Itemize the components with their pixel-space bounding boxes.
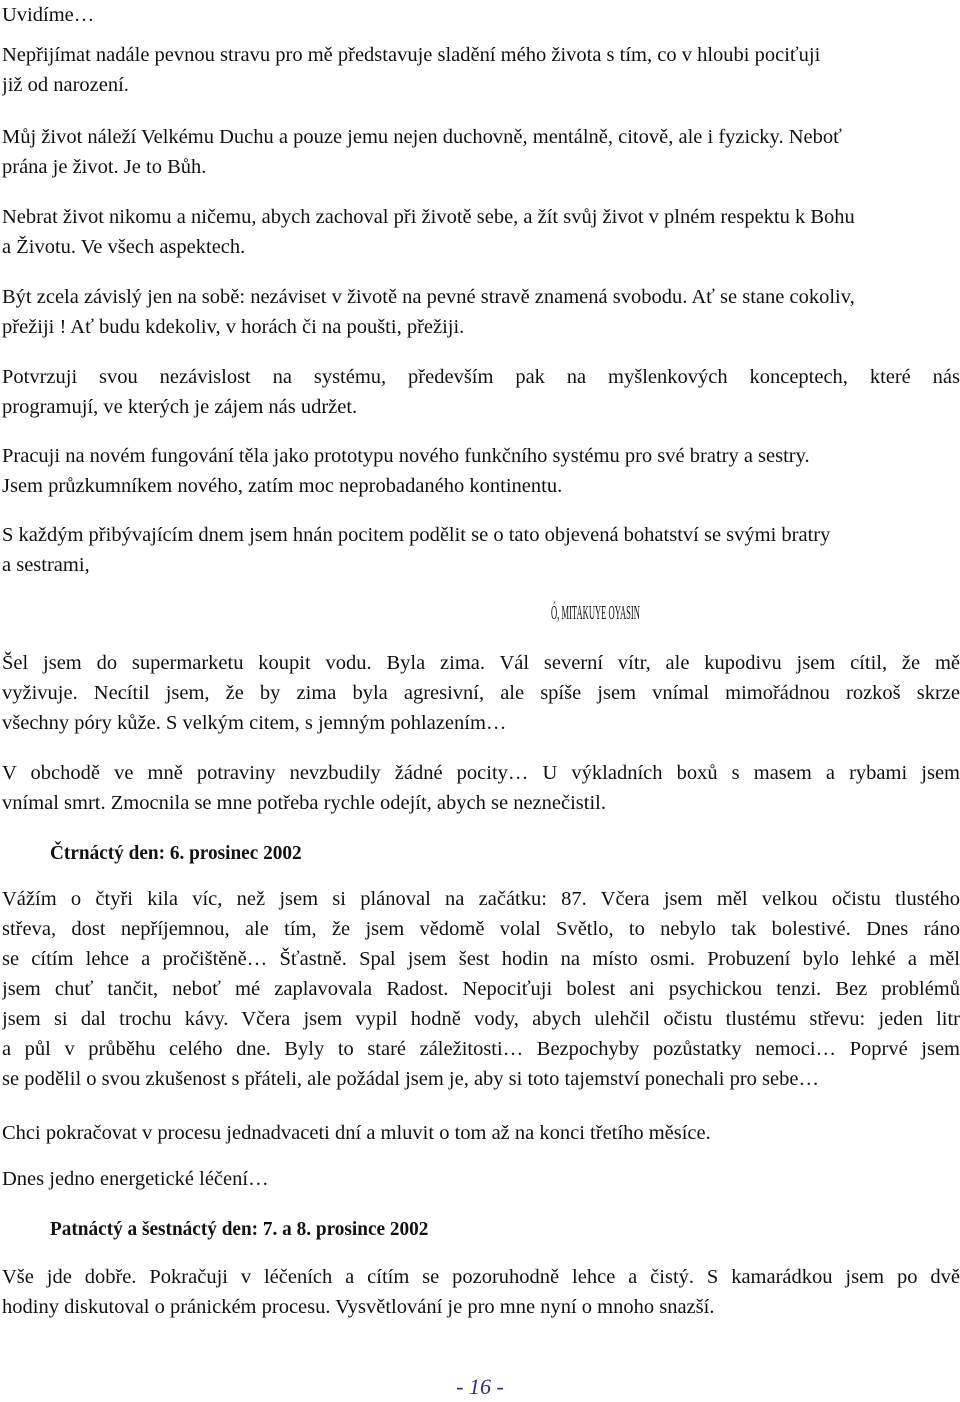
paragraph-weight-line: střeva, dost nepříjemnou, ale tím, že jsem vědomě volal Světlo, to nebylo tak bolestivé. Dnes ráno	[2, 918, 960, 940]
paragraph-supermarket-line: vyživuje. Necítil jsem, že by zima byla agresivní, ale spíše jsem vnímal mimořádnou rozkoš skrze	[2, 682, 960, 704]
paragraph-solid-food-line: již od narození.	[2, 74, 129, 96]
paragraph-weight-line: jsem si dal trochu kávy. Včera jsem vypil hodně vody, abych ulehčil očistu tlustému střevu: jeden litr	[2, 1008, 960, 1030]
paragraph-great-spirit-line: prána je život. Je to Bůh.	[2, 156, 207, 178]
paragraph-prototype-line: Pracuji na novém fungování těla jako prototypu nového funkčního systému pro své bratry a sestry.	[2, 445, 810, 467]
paragraph-solid-food-line: Nepřijímat nadále pevnou stravu pro mě představuje sladění mého života s tím, co v hloubi pociťuji	[2, 44, 821, 66]
intro-line-line: Uvidíme…	[2, 4, 95, 26]
paragraph-prototype-line: Jsem průzkumníkem nového, zatím moc neprobadaného kontinentu.	[2, 475, 563, 497]
paragraph-supermarket-line: všechny póry kůže. S velkým citem, s jemným pohlazením…	[2, 712, 507, 734]
paragraph-freedom-line: přežiji ! Ať budu kdekoliv, v horách či na poušti, přežiji.	[2, 316, 465, 338]
paragraph-share-line: S každým přibývajícím dnem jsem hnán pocitem podělit se o tato objevená bohatství se svými bratry	[2, 524, 831, 546]
paragraph-independence-line: Potvrzuji svou nezávislost na systému, především pak na myšlenkových konceptech, které nás	[2, 366, 960, 388]
paragraph-weight-line: a půl v průběhu celého dne. Byly to staré záležitosti… Bezpochyby pozůstatky nemoci… Poprvé jsem	[2, 1038, 960, 1060]
paragraph-weight-line: Vážím o čtyři kila víc, než jsem si plánoval na začátku: 87. Včera jsem měl velkou očistu tlustého	[2, 888, 960, 910]
paragraph-weight-line: jsem chuť tančit, neboť mé zaplavovala Radost. Nepociťuji bolest ani psychickou tenzi. Bez problémů	[2, 978, 960, 1000]
paragraph-great-spirit-line: Můj život náleží Velkému Duchu a pouze jemu nejen duchovně, mentálně, citově, ale i fyzicky. Neboť	[2, 126, 842, 148]
paragraph-freedom-line: Být zcela závislý jen na sobě: nezáviset v životě na pevné stravě znamená svobodu. Ať se stane cokoliv,	[2, 286, 855, 308]
paragraph-respect-line: a Životu. Ve všech aspektech.	[2, 236, 246, 258]
heading-day-14-line: Čtrnáctý den: 6. prosinec 2002	[50, 842, 302, 864]
paragraph-all-good-line: Vše jde dobře. Pokračuji v léčeních a cítím se pozoruhodně lehce a čistý. S kamarádkou jsem po dvě	[2, 1266, 960, 1288]
paragraph-shop-line: vnímal smrt. Zmocnila se mne potřeba rychle odejít, abych se neznečistil.	[2, 792, 606, 814]
paragraph-continue-line: Chci pokračovat v procesu jednadvaceti dní a mluvit o tom až na konci třetího měsíce.	[2, 1122, 711, 1144]
paragraph-supermarket-line: Šel jsem do supermarketu koupit vodu. Byla zima. Vál severní vítr, ale kupodivu jsem cítil, že mě	[2, 652, 960, 674]
paragraph-weight-line: se cítím lehce a pročištěně… Šťastně. Spal jsem šest hodin na místo osmi. Probuzení bylo lehké a měl	[2, 948, 960, 970]
paragraph-share-line: a sestrami,	[2, 554, 90, 576]
paragraph-healing-line: Dnes jedno energetické léčení…	[2, 1168, 269, 1190]
paragraph-weight-line: se podělil o svou zkušenost s přáteli, ale požádal jsem je, aby si toto tajemství ponechali pro sebe…	[2, 1068, 819, 1090]
mitakuye-oyasin-line: Ó, MITAKUYE OYASIN	[551, 602, 640, 624]
paragraph-independence-line: programují, ve kterých je zájem nás udržet.	[2, 396, 358, 418]
heading-day-15-16-line: Patnáctý a šestnáctý den: 7. a 8. prosince 2002	[50, 1218, 429, 1240]
paragraph-respect-line: Nebrat život nikomu a ničemu, abych zachoval při životě sebe, a žít svůj život v plném respektu k Bohu	[2, 206, 855, 228]
paragraph-shop-line: V obchodě ve mně potraviny nevzbudily žádné pocity… U výkladních boxů s masem a rybami jsem	[2, 762, 960, 784]
paragraph-all-good-line: hodiny diskutoval o pránickém procesu. Vysvětlování je pro mne nyní o mnoho snazší.	[2, 1296, 715, 1318]
page-number: - 16 -	[456, 1374, 504, 1399]
